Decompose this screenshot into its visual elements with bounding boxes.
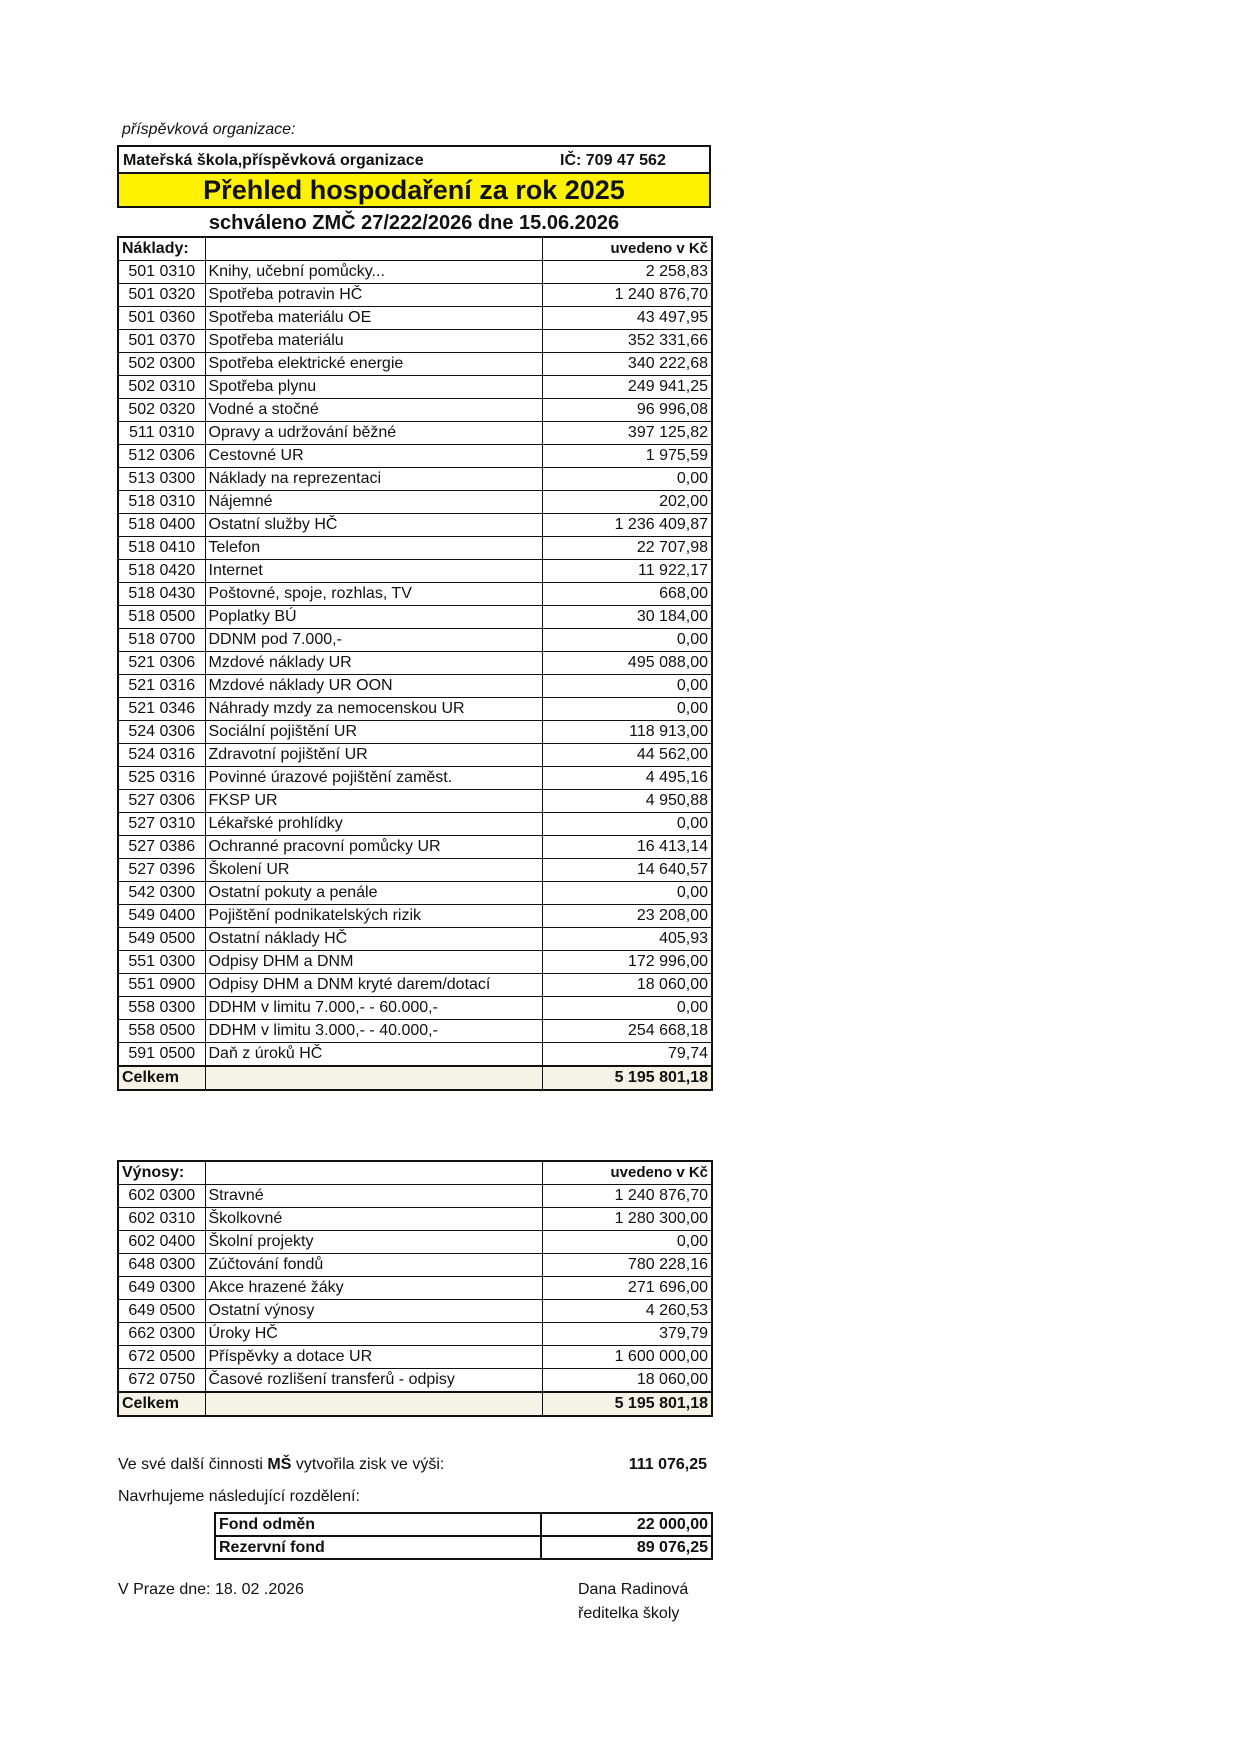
distribution-table <box>214 1512 713 1560</box>
account-amount: 249 941,25 <box>542 376 712 399</box>
revenues-header-row <box>118 1161 712 1185</box>
table-row <box>118 1043 712 1067</box>
account-code: 518 0420 <box>118 560 205 583</box>
account-code: 518 0410 <box>118 537 205 560</box>
account-name: Časové rozlišení transferů - odpisy <box>205 1369 542 1393</box>
account-name: Poplatky BÚ <box>205 606 542 629</box>
account-code: 501 0370 <box>118 330 205 353</box>
revenues-table <box>117 1160 713 1417</box>
account-name: Ochranné pracovní pomůcky UR <box>205 836 542 859</box>
revenues-unit: uvedeno v Kč <box>542 1161 712 1185</box>
account-name: Telefon <box>205 537 542 560</box>
account-name: Spotřeba potravin HČ <box>205 284 542 307</box>
total-blank <box>205 1392 542 1416</box>
account-code: 527 0396 <box>118 859 205 882</box>
distribution-intro: Navrhujeme následující rozdělení: <box>118 1488 360 1505</box>
costs-header-row <box>118 237 712 261</box>
account-name: Spotřeba elektrické energie <box>205 353 542 376</box>
account-amount: 254 668,18 <box>542 1020 712 1043</box>
account-amount: 1 236 409,87 <box>542 514 712 537</box>
account-code: 524 0316 <box>118 744 205 767</box>
table-row <box>118 1323 712 1346</box>
account-code: 512 0306 <box>118 445 205 468</box>
profit-text-bold: MŠ <box>267 1456 292 1473</box>
approval-line: schváleno ZMČ 27/222/2026 dne 15.06.2026 <box>208 212 620 234</box>
signatory-name: Dana Radinová <box>578 1581 689 1598</box>
account-name: Úroky HČ <box>205 1323 542 1346</box>
table-row <box>118 376 712 399</box>
account-code: 518 0400 <box>118 514 205 537</box>
fund-name: Fond odměn <box>215 1513 541 1536</box>
account-amount: 4 950,88 <box>542 790 712 813</box>
account-name: Internet <box>205 560 542 583</box>
account-code: 649 0300 <box>118 1277 205 1300</box>
account-amount: 405,93 <box>542 928 712 951</box>
account-name: Stravné <box>205 1185 542 1208</box>
account-name: Zúčtování fondů <box>205 1254 542 1277</box>
table-row <box>118 652 712 675</box>
account-amount: 2 258,83 <box>542 261 712 284</box>
account-amount: 22 707,98 <box>542 537 712 560</box>
place-date: V Praze dne: 18. 02 .2026 <box>118 1581 304 1598</box>
table-row <box>118 813 712 836</box>
account-name: Školení UR <box>205 859 542 882</box>
account-code: 518 0700 <box>118 629 205 652</box>
org-name: Mateřská škola,příspěvková organizace <box>123 152 424 169</box>
account-name: Školní projekty <box>205 1231 542 1254</box>
account-code: 648 0300 <box>118 1254 205 1277</box>
costs-header-blank <box>205 237 542 261</box>
account-code: 549 0500 <box>118 928 205 951</box>
account-amount: 379,79 <box>542 1323 712 1346</box>
account-name: Náhrady mzdy za nemocenskou UR <box>205 698 542 721</box>
account-code: 511 0310 <box>118 422 205 445</box>
account-code: 527 0306 <box>118 790 205 813</box>
table-row <box>118 399 712 422</box>
table-row <box>118 1231 712 1254</box>
table-row <box>118 284 712 307</box>
table-row <box>118 721 712 744</box>
report-title: Přehled hospodaření za rok 2025 <box>117 174 711 208</box>
account-name: Spotřeba materiálu OE <box>205 307 542 330</box>
account-name: DDHM v limitu 7.000,- - 60.000,- <box>205 997 542 1020</box>
table-row <box>118 905 712 928</box>
table-row <box>118 330 712 353</box>
account-amount: 0,00 <box>542 698 712 721</box>
account-amount: 96 996,08 <box>542 399 712 422</box>
account-code: 527 0310 <box>118 813 205 836</box>
table-row <box>118 951 712 974</box>
revenues-label: Výnosy: <box>118 1161 205 1185</box>
distribution-row <box>215 1536 712 1559</box>
account-amount: 4 495,16 <box>542 767 712 790</box>
total-amount: 5 195 801,18 <box>542 1066 712 1090</box>
org-type-label: příspěvková organizace: <box>122 121 296 138</box>
profit-statement <box>118 1456 444 1474</box>
table-row <box>118 514 712 537</box>
table-row <box>118 767 712 790</box>
account-code: 527 0386 <box>118 836 205 859</box>
account-code: 591 0500 <box>118 1043 205 1067</box>
account-code: 521 0306 <box>118 652 205 675</box>
account-name: Povinné úrazové pojištění zaměst. <box>205 767 542 790</box>
account-code: 525 0316 <box>118 767 205 790</box>
account-name: Ostatní náklady HČ <box>205 928 542 951</box>
table-row <box>118 1020 712 1043</box>
account-name: Mzdové náklady UR <box>205 652 542 675</box>
table-row <box>118 468 712 491</box>
table-row <box>118 445 712 468</box>
table-row <box>118 422 712 445</box>
account-name: Akce hrazené žáky <box>205 1277 542 1300</box>
account-name: Mzdové náklady UR OON <box>205 675 542 698</box>
table-row <box>118 1208 712 1231</box>
account-amount: 0,00 <box>542 629 712 652</box>
account-name: Ostatní pokuty a penále <box>205 882 542 905</box>
account-code: 551 0900 <box>118 974 205 997</box>
account-amount: 1 240 876,70 <box>542 284 712 307</box>
account-amount: 1 240 876,70 <box>542 1185 712 1208</box>
account-amount: 0,00 <box>542 1231 712 1254</box>
account-code: 502 0310 <box>118 376 205 399</box>
total-label: Celkem <box>118 1066 205 1090</box>
table-row <box>118 698 712 721</box>
table-row <box>118 744 712 767</box>
table-row <box>118 928 712 951</box>
account-code: 558 0500 <box>118 1020 205 1043</box>
account-amount: 271 696,00 <box>542 1277 712 1300</box>
account-amount: 1 975,59 <box>542 445 712 468</box>
account-code: 602 0400 <box>118 1231 205 1254</box>
account-code: 501 0320 <box>118 284 205 307</box>
table-row <box>118 790 712 813</box>
table-row <box>118 491 712 514</box>
table-row <box>118 353 712 376</box>
fund-amount: 89 076,25 <box>541 1536 712 1559</box>
table-row <box>118 859 712 882</box>
distribution-row <box>215 1513 712 1536</box>
revenues-total-row <box>118 1392 712 1416</box>
costs-table <box>117 236 713 1091</box>
account-amount: 352 331,66 <box>542 330 712 353</box>
account-amount: 1 600 000,00 <box>542 1346 712 1369</box>
table-row <box>118 261 712 284</box>
account-name: DDNM pod 7.000,- <box>205 629 542 652</box>
org-header <box>117 145 711 174</box>
account-code: 662 0300 <box>118 1323 205 1346</box>
account-code: 549 0400 <box>118 905 205 928</box>
table-row <box>118 836 712 859</box>
costs-total-row <box>118 1066 712 1090</box>
account-amount: 43 497,95 <box>542 307 712 330</box>
table-row <box>118 974 712 997</box>
account-code: 602 0300 <box>118 1185 205 1208</box>
total-label: Celkem <box>118 1392 205 1416</box>
table-row <box>118 1254 712 1277</box>
account-name: Sociální pojištění UR <box>205 721 542 744</box>
account-amount: 0,00 <box>542 675 712 698</box>
account-name: Spotřeba plynu <box>205 376 542 399</box>
account-amount: 16 413,14 <box>542 836 712 859</box>
account-name: Příspěvky a dotace UR <box>205 1346 542 1369</box>
costs-label: Náklady: <box>118 237 205 261</box>
account-name: FKSP UR <box>205 790 542 813</box>
account-name: Odpisy DHM a DNM <box>205 951 542 974</box>
account-name: Náklady na reprezentaci <box>205 468 542 491</box>
table-row <box>118 1277 712 1300</box>
account-name: Lékařské prohlídky <box>205 813 542 836</box>
account-name: Vodné a stočné <box>205 399 542 422</box>
account-code: 521 0346 <box>118 698 205 721</box>
account-code: 502 0300 <box>118 353 205 376</box>
signatory-role: ředitelka školy <box>578 1605 680 1622</box>
account-code: 649 0500 <box>118 1300 205 1323</box>
account-amount: 23 208,00 <box>542 905 712 928</box>
table-row <box>118 1369 712 1393</box>
account-amount: 118 913,00 <box>542 721 712 744</box>
account-name: Opravy a udržování běžné <box>205 422 542 445</box>
account-name: Pojištění podnikatelských rizik <box>205 905 542 928</box>
account-name: Cestovné UR <box>205 445 542 468</box>
account-amount: 18 060,00 <box>542 974 712 997</box>
account-name: Daň z úroků HČ <box>205 1043 542 1067</box>
table-row <box>118 882 712 905</box>
fund-name: Rezervní fond <box>215 1536 541 1559</box>
profit-text-before: Ve své další činnosti <box>118 1456 268 1473</box>
account-amount: 495 088,00 <box>542 652 712 675</box>
account-name: Poštovné, spoje, rozhlas, TV <box>205 583 542 606</box>
account-amount: 11 922,17 <box>542 560 712 583</box>
account-amount: 0,00 <box>542 882 712 905</box>
account-code: 501 0360 <box>118 307 205 330</box>
account-name: Ostatní výnosy <box>205 1300 542 1323</box>
account-amount: 172 996,00 <box>542 951 712 974</box>
total-blank <box>205 1066 542 1090</box>
account-name: Nájemné <box>205 491 542 514</box>
account-code: 513 0300 <box>118 468 205 491</box>
account-name: Zdravotní pojištění UR <box>205 744 542 767</box>
profit-amount: 111 076,25 <box>628 1456 707 1473</box>
account-amount: 0,00 <box>542 997 712 1020</box>
account-name: DDHM v limitu 3.000,- - 40.000,- <box>205 1020 542 1043</box>
account-code: 501 0310 <box>118 261 205 284</box>
account-code: 672 0750 <box>118 1369 205 1393</box>
profit-text-after: vytvořila zisk ve výši: <box>291 1456 445 1473</box>
account-amount: 4 260,53 <box>542 1300 712 1323</box>
table-row <box>118 560 712 583</box>
account-amount: 18 060,00 <box>542 1369 712 1393</box>
account-code: 558 0300 <box>118 997 205 1020</box>
table-row <box>118 307 712 330</box>
account-name: Odpisy DHM a DNM kryté darem/dotací <box>205 974 542 997</box>
table-row <box>118 537 712 560</box>
account-code: 602 0310 <box>118 1208 205 1231</box>
account-amount: 0,00 <box>542 468 712 491</box>
account-amount: 780 228,16 <box>542 1254 712 1277</box>
account-name: Ostatní služby HČ <box>205 514 542 537</box>
account-amount: 0,00 <box>542 813 712 836</box>
account-code: 502 0320 <box>118 399 205 422</box>
account-code: 542 0300 <box>118 882 205 905</box>
table-row <box>118 1300 712 1323</box>
fund-amount: 22 000,00 <box>541 1513 712 1536</box>
account-amount: 1 280 300,00 <box>542 1208 712 1231</box>
table-row <box>118 1346 712 1369</box>
account-name: Spotřeba materiálu <box>205 330 542 353</box>
account-amount: 668,00 <box>542 583 712 606</box>
account-name: Knihy, učební pomůcky... <box>205 261 542 284</box>
account-code: 518 0500 <box>118 606 205 629</box>
account-code: 518 0310 <box>118 491 205 514</box>
account-amount: 44 562,00 <box>542 744 712 767</box>
account-code: 551 0300 <box>118 951 205 974</box>
revenues-header-blank <box>205 1161 542 1185</box>
org-id: IČ: 709 47 562 <box>560 152 666 169</box>
account-code: 518 0430 <box>118 583 205 606</box>
total-amount: 5 195 801,18 <box>542 1392 712 1416</box>
table-row <box>118 583 712 606</box>
table-row <box>118 675 712 698</box>
account-amount: 397 125,82 <box>542 422 712 445</box>
account-amount: 79,74 <box>542 1043 712 1067</box>
account-code: 672 0500 <box>118 1346 205 1369</box>
account-amount: 202,00 <box>542 491 712 514</box>
account-code: 521 0316 <box>118 675 205 698</box>
table-row <box>118 629 712 652</box>
account-amount: 30 184,00 <box>542 606 712 629</box>
table-row <box>118 1185 712 1208</box>
account-code: 524 0306 <box>118 721 205 744</box>
account-name: Školkovné <box>205 1208 542 1231</box>
account-amount: 14 640,57 <box>542 859 712 882</box>
costs-unit: uvedeno v Kč <box>542 237 712 261</box>
table-row <box>118 997 712 1020</box>
account-amount: 340 222,68 <box>542 353 712 376</box>
table-row <box>118 606 712 629</box>
